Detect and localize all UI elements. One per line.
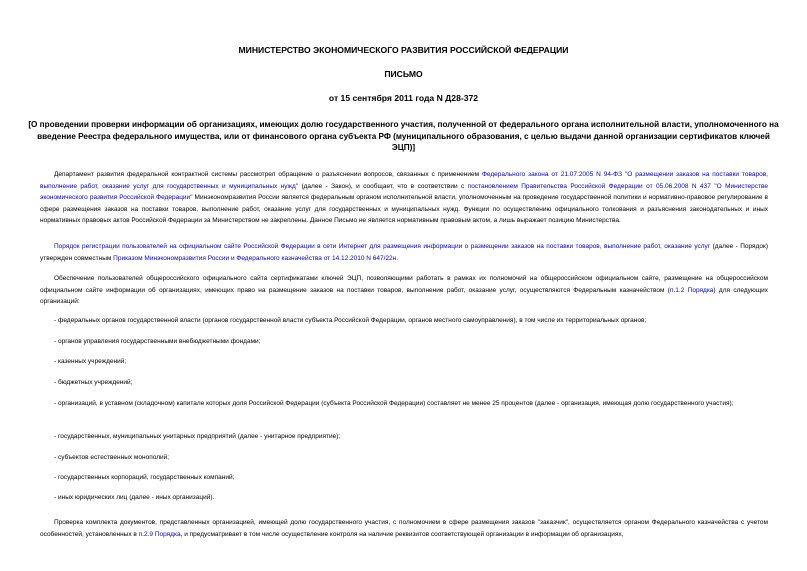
paragraph-text: (далее - Закон), и сообщает, что в соответствии с [298, 182, 468, 190]
link-order-clause-1-2[interactable]: п.1.2 Порядка [669, 286, 714, 294]
paragraph-text: . [396, 254, 399, 262]
ministry-title: МИНИСТЕРСТВО ЭКОНОМИЧЕСКОГО РАЗВИТИЯ РОССИЙСКОЙ ФЕДЕРАЦИИ [238, 45, 569, 55]
document-type: ПИСЬМО [384, 69, 423, 79]
link-registration-order[interactable]: Порядок регистрации пользователей на официальном сайте Российской Федерации в сети Интернет для размещения информации о размещении заказов на поставки товаров, выполнение работ, оказание услуг [54, 243, 711, 250]
list-item: - государственных, муниципальных унитарных предприятий (далее - унитарное предприятие); [54, 433, 341, 440]
list-item: - организаций, в уставном (складочном) капитале которых доля Российской Федерации (субъекта Российской Федерации) составляет не менее 25 процентов (далее - организация, имеющая долю государственного участия); [54, 400, 734, 407]
paragraph-text: (далее - Порядок) утвержден совместным [40, 243, 768, 262]
link-federal-law-94fz[interactable]: Федерального закона от 21.07.2005 N 94-ФЗ "О размещении заказов на поставки товаров, выполнение работ, оказание услуг для государственных и муниципальных нужд" [40, 171, 768, 190]
list-item: - бюджетных учреждений; [54, 379, 133, 386]
document-subject: [О проведении проверки информации об организациях, имеющих долю государственного участия, полученной от федерального органа исполнительной власти, уполномоченного на введение Реестра федерального имущества, или от финансового органа субъекта РФ (муниципального образования, с целью выдачи данной организации сертификатов ключей ЭЦП)] [28, 120, 779, 152]
paragraph-text: ) для следующих организаций: [40, 286, 769, 305]
paragraph-registration-order [40, 241, 768, 264]
link-government-decree-437[interactable]: постановлением Правительства Российской Федерации от 05.06.2008 N 437 "О Министерстве экономического развития Российской Федерации" [40, 182, 768, 201]
paragraph-text: , и предусматривает в том числе осуществление контроля на наличие реквизитов соответствующей организации в информации об организациях, [180, 530, 624, 538]
paragraph-verification [40, 517, 768, 540]
list-item: - субъектов естественных монополий; [54, 454, 170, 461]
list-item: - государственных корпораций, государственных компаний; [54, 474, 235, 481]
list-item: - казенных учреждений; [54, 358, 127, 365]
paragraph-text: Департамент развития федеральной контрактной системы рассмотрел обращение о разъяснении вопросов, связанных с применением [54, 171, 482, 178]
document-date-number: от 15 сентября 2011 года N Д28-372 [328, 93, 479, 103]
list-item: - федеральных органов государственной власти (органов государственной власти субъекта Российской Федерации, органов местного самоуправления), в том числе их территориальных органов; [54, 317, 647, 324]
paragraph-text: Обеспечение пользователей общероссийского официального сайта сертификатами ключей ЭЦП, позволяющими работать в рамках их полномочий на общероссийском официальном сайте, размещение на общероссийском официальном сайте информации об организациях, имеющих право на размещение заказов на поставки товаров, выполнение работ, оказание услуг, осуществляются Федеральным казначейством ( [40, 275, 768, 294]
paragraph-text: Проверка комплекта документов, представленных организацией, имеющей долю государственного участия, с полномочием в сфере размещения заказов "заказчик", осуществляется органом Федерального казначейства с учетом особенностей, установленных в [40, 519, 768, 538]
list-item: - органов управления государственными внебюджетными фондами; [54, 338, 261, 345]
list-item: - иных юридических лиц (далее - иных организаций). [54, 494, 215, 501]
link-order-clause-2-9[interactable]: п.2.9 Порядка [138, 530, 181, 538]
link-joint-order-647-22n[interactable]: Приказом Минэкономразвития России и Федерального казначейства от 14.12.2010 N 647/22н [113, 254, 397, 262]
paragraph-text: Минэкономразвития России является федеральным органом исполнительной власти, уполномоченным на проведение государственной политики и нормативно-правовое регулирование в сфере размещения заказов на поставки товаров, выполнение работ, оказание услуг для государственных и муниципальных нужд. Функции по осуществлению официального толкования и разъяснения законодательных и иных нормативных правовых актов Российской Федерации за Министерством не закреплены. Данное Письмо не является нормативным правовым актом, а лишь выражает позицию Министерства. [40, 194, 768, 224]
paragraph-intro [40, 169, 768, 227]
paragraph-certificates [40, 273, 768, 308]
